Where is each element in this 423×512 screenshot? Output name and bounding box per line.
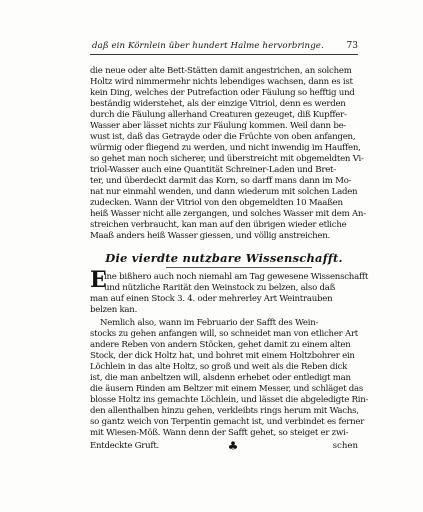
text-line: beständig widerstehet, als der einzige Vitriol, denn es werden — [90, 99, 346, 109]
text-line: Löchlein in das alte Holtz, so groß und weit als die Reben dick — [90, 362, 348, 372]
text-line: blosse Holtz ins gemachte Löchlein, und lässet die abgeledigte Rin- — [90, 395, 369, 405]
text-line: und nützliche Rarität den Weinstock zu belzen, also daß — [104, 283, 336, 293]
text-line: den allenthalben hinzu gehen, verkleibts rings herum mit Wachs, — [90, 406, 359, 416]
text-line: zudecken. Wann der Vitriol von den obgemeldten 10 Maaßen — [90, 198, 343, 208]
text-line: die äusern Rinden am Beltzer mit einem Messer, und schläget das — [90, 384, 364, 394]
running-title: daß ein Körnlein über hundert Halme hervorbringe. — [92, 41, 324, 51]
text-line: Maaß anders heiß Wasser giessen, und völlig anstreichen. — [90, 231, 331, 241]
text-line: streichen verbraucht, kan man auf den übrigen wieder etliche — [90, 220, 347, 230]
text-line: Stock, der dick Holtz hat, und bohret mit einem Holtzbohrer ein — [90, 351, 355, 361]
text-line: ist, die man anbeltzen will, alsdenn erhebet oder entledigt man — [90, 373, 351, 383]
text-line: belzen kan. — [90, 305, 138, 315]
text-line: wust ist, daß das Getrayde oder die Früchte von oben anfangen, — [90, 132, 356, 142]
text-line: ine bißhero auch noch niemahl am Tag gewesene Wissenschafft — [104, 272, 369, 282]
text-line: so gantz weich von Terpentin gemacht ist, und verbindet es ferner — [90, 417, 365, 427]
initial-letter: E — [90, 267, 107, 293]
text-line: so gehet man noch sicherer, und überstreicht mit obgemeldten Vi- — [90, 154, 364, 164]
text-line: kein Ding, welches der Putrefaction oder Fäulung so hefftig und — [90, 88, 355, 98]
text-line: andere Reben von andern Stöcken, gehet damit zu einem alten — [90, 340, 351, 350]
text-line: man auf einen Stock 3. 4. oder mehrerley Art Weintrauben — [90, 294, 333, 304]
section-heading: Die vierdte nutzbare Wissenschafft. — [105, 251, 343, 265]
heading-underline — [166, 267, 312, 268]
text-line: heiß Wasser nicht alle zergangen, und solches Wasser mit dem An- — [90, 209, 366, 219]
text-line: mit Wiesen-Möß. Wann denn der Safft gehet, so steiget er zwi- — [90, 428, 349, 438]
text-line: Nemlich also, wann im Februario der Safft des Wein- — [100, 318, 319, 328]
printer-ornament: ♣ — [227, 439, 239, 453]
page-number: 73 — [346, 41, 358, 51]
text-line: die neue oder alte Bett-Stätten damit angestrichen, an solchem — [90, 66, 352, 76]
footer-catch-left: Entdeckte Gruft. — [90, 441, 160, 451]
text-line: würmig oder fliegend zu werden, und nicht inwendig im Hauffen, — [90, 143, 361, 153]
text-line: triol-Wasser auch eine Quantität Schreiner-Laden und Bret- — [90, 165, 336, 175]
text-line: ter, und überdeckt darmit das Korn, so darff mans dann im Mo- — [90, 176, 352, 186]
text-line: Holtz wird nimmermehr nichts lebendiges wachsen, dann es ist — [90, 77, 353, 87]
text-line: Wasser aber lässet nichts zur Fäulung kommen. Weil dann be- — [90, 121, 347, 131]
text-line: nat nur einmahl wenden, und dann wiederum mit solchen Laden — [90, 187, 358, 197]
catchword: schen — [332, 441, 358, 451]
text-line: stocks zu gehen anfangen will, so schneidet man von etlicher Art — [90, 329, 359, 339]
header-rule — [90, 54, 358, 55]
text-line: durch die Fäulung allerhand Creaturen gezeuget, diß Kupffer- — [90, 110, 347, 120]
